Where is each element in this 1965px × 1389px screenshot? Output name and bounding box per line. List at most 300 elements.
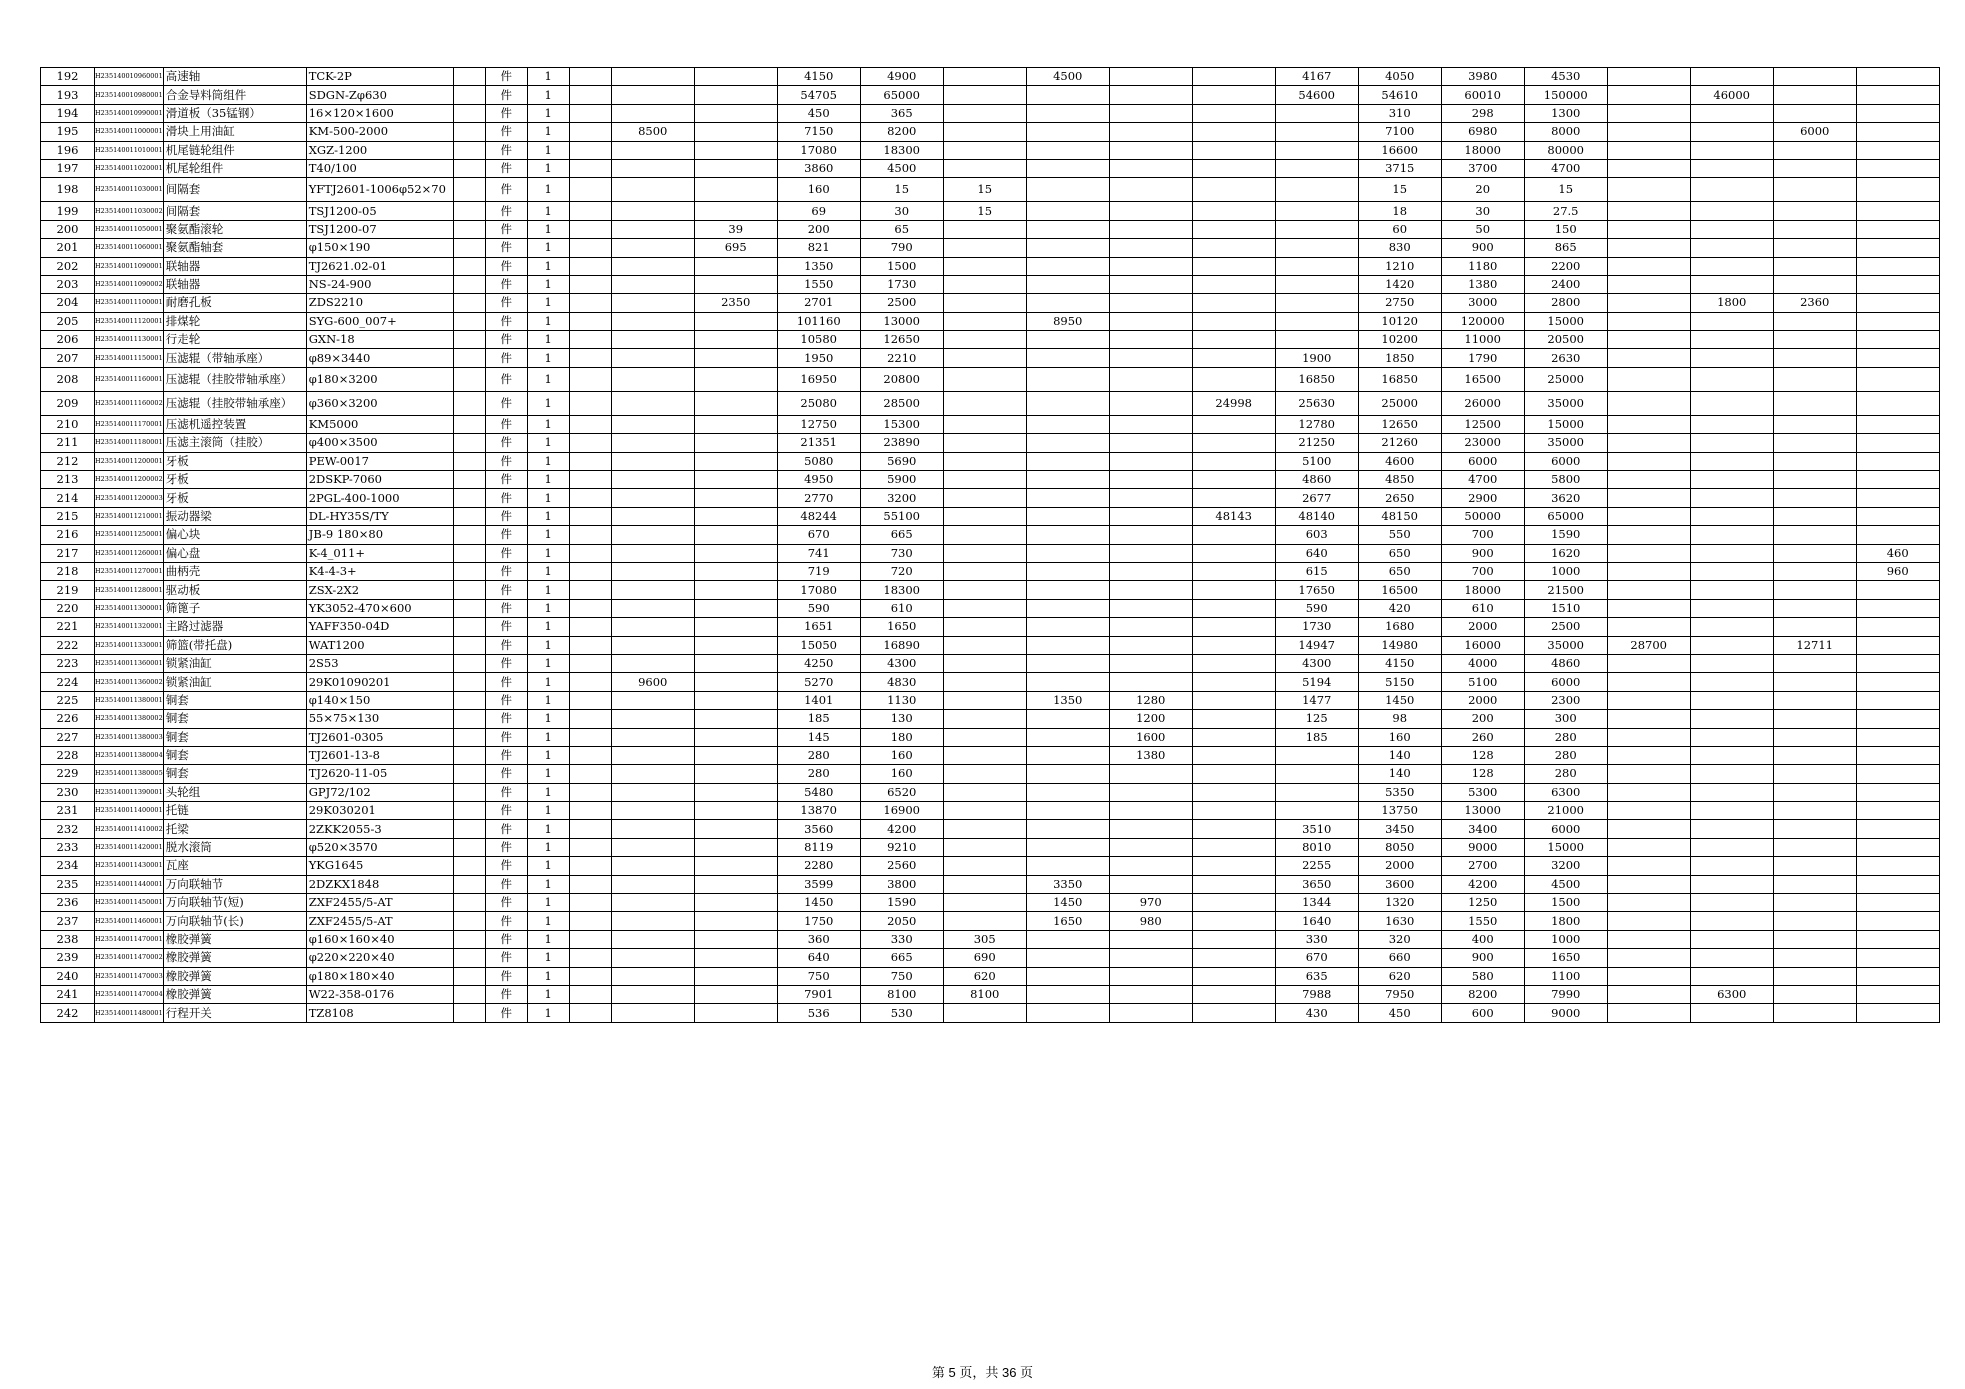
price-cell: 65000 bbox=[860, 86, 943, 104]
row-number-cell: 214 bbox=[41, 489, 95, 507]
price-cell: 600 bbox=[1441, 1004, 1524, 1022]
item-code-cell: H235140011030001 bbox=[95, 178, 164, 202]
price-cell bbox=[1856, 820, 1939, 838]
price-cell bbox=[1773, 783, 1856, 801]
quantity-cell: 1 bbox=[527, 802, 569, 820]
price-cell bbox=[694, 618, 777, 636]
item-spec-cell: 2DZKX1848 bbox=[306, 875, 453, 893]
table-row bbox=[41, 838, 1940, 856]
price-cell bbox=[611, 838, 694, 856]
price-cell: 1350 bbox=[777, 257, 860, 275]
price-cell: 1500 bbox=[860, 257, 943, 275]
price-cell: 2255 bbox=[1275, 857, 1358, 875]
price-cell bbox=[1773, 275, 1856, 293]
price-cell bbox=[694, 673, 777, 691]
price-cell bbox=[1275, 765, 1358, 783]
price-cell bbox=[1607, 86, 1690, 104]
unit-cell: 件 bbox=[485, 544, 527, 562]
price-cell: 17650 bbox=[1275, 581, 1358, 599]
item-spec-cell: TCK-2P bbox=[306, 68, 453, 86]
price-cell: 21500 bbox=[1524, 581, 1607, 599]
unit-cell: 件 bbox=[485, 581, 527, 599]
price-cell bbox=[1109, 178, 1192, 202]
price-cell: 3599 bbox=[777, 875, 860, 893]
table-row bbox=[41, 673, 1940, 691]
item-spec-cell: SYG-600_007+ bbox=[306, 312, 453, 330]
price-cell bbox=[694, 949, 777, 967]
table-row bbox=[41, 802, 1940, 820]
quantity-cell: 1 bbox=[527, 349, 569, 367]
price-cell bbox=[694, 178, 777, 202]
price-cell bbox=[1192, 544, 1275, 562]
price-cell: 3350 bbox=[1026, 875, 1109, 893]
item-name-cell: 聚氨酯轴套 bbox=[163, 239, 306, 257]
item-code-cell: H235140011410002 bbox=[95, 820, 164, 838]
price-cell: 330 bbox=[860, 930, 943, 948]
price-cell bbox=[611, 239, 694, 257]
price-cell bbox=[1690, 434, 1773, 452]
price-cell bbox=[1109, 68, 1192, 86]
price-cell bbox=[1773, 746, 1856, 764]
price-cell: 1000 bbox=[1524, 562, 1607, 580]
quantity-cell: 1 bbox=[527, 507, 569, 525]
price-cell bbox=[1192, 857, 1275, 875]
price-cell bbox=[611, 654, 694, 672]
price-cell: 48143 bbox=[1192, 507, 1275, 525]
price-cell: 4500 bbox=[1524, 875, 1607, 893]
price-cell bbox=[611, 802, 694, 820]
price-cell bbox=[611, 275, 694, 293]
price-cell bbox=[1607, 949, 1690, 967]
quantity-cell: 1 bbox=[527, 202, 569, 220]
table-row bbox=[41, 581, 1940, 599]
price-cell: 900 bbox=[1441, 239, 1524, 257]
quantity-cell: 1 bbox=[527, 581, 569, 599]
price-cell: 3800 bbox=[860, 875, 943, 893]
price-cell bbox=[1773, 471, 1856, 489]
price-cell bbox=[569, 68, 611, 86]
table-cell bbox=[453, 875, 485, 893]
unit-cell: 件 bbox=[485, 1004, 527, 1022]
row-number-cell: 207 bbox=[41, 349, 95, 367]
price-cell bbox=[1856, 178, 1939, 202]
row-number-cell: 236 bbox=[41, 894, 95, 912]
price-cell bbox=[1856, 294, 1939, 312]
item-spec-cell: ZDS2210 bbox=[306, 294, 453, 312]
item-spec-cell: TZ8108 bbox=[306, 1004, 453, 1022]
price-cell: 5900 bbox=[860, 471, 943, 489]
price-cell bbox=[943, 581, 1026, 599]
item-name-cell: 锁紧油缸 bbox=[163, 654, 306, 672]
price-cell bbox=[1109, 312, 1192, 330]
price-cell: 15000 bbox=[1524, 838, 1607, 856]
price-cell bbox=[1690, 949, 1773, 967]
price-cell bbox=[1026, 673, 1109, 691]
row-number-cell: 229 bbox=[41, 765, 95, 783]
price-cell: 1280 bbox=[1109, 691, 1192, 709]
price-cell bbox=[1690, 141, 1773, 159]
unit-cell: 件 bbox=[485, 452, 527, 470]
price-cell bbox=[943, 857, 1026, 875]
item-code-cell: H235140011160002 bbox=[95, 391, 164, 415]
table-row bbox=[41, 691, 1940, 709]
price-cell bbox=[1109, 257, 1192, 275]
table-cell bbox=[453, 857, 485, 875]
price-cell bbox=[611, 68, 694, 86]
price-cell: 2210 bbox=[860, 349, 943, 367]
item-spec-cell: JB-9 180×80 bbox=[306, 526, 453, 544]
price-cell: 4850 bbox=[1358, 471, 1441, 489]
item-code-cell: H235140011260001 bbox=[95, 544, 164, 562]
price-cell: 150 bbox=[1524, 220, 1607, 238]
price-cell bbox=[1773, 452, 1856, 470]
table-cell bbox=[453, 434, 485, 452]
price-cell bbox=[1192, 691, 1275, 709]
table-cell bbox=[453, 367, 485, 391]
price-cell bbox=[611, 507, 694, 525]
price-cell bbox=[943, 294, 1026, 312]
price-cell bbox=[1109, 391, 1192, 415]
price-cell bbox=[1026, 544, 1109, 562]
price-cell bbox=[569, 294, 611, 312]
price-cell bbox=[1192, 581, 1275, 599]
price-cell bbox=[611, 349, 694, 367]
price-cell: 5300 bbox=[1441, 783, 1524, 801]
price-cell bbox=[611, 159, 694, 177]
price-cell: 8200 bbox=[1441, 985, 1524, 1003]
quantity-cell: 1 bbox=[527, 239, 569, 257]
item-code-cell: H235140011460001 bbox=[95, 912, 164, 930]
price-cell: 1450 bbox=[1358, 691, 1441, 709]
price-cell bbox=[943, 415, 1026, 433]
price-cell: 4500 bbox=[1026, 68, 1109, 86]
price-cell bbox=[943, 544, 1026, 562]
price-cell bbox=[1773, 202, 1856, 220]
item-code-cell: H235140011420001 bbox=[95, 838, 164, 856]
item-name-cell: 头轮组 bbox=[163, 783, 306, 801]
item-spec-cell: 2PGL-400-1000 bbox=[306, 489, 453, 507]
table-cell bbox=[453, 562, 485, 580]
price-cell: 590 bbox=[1275, 599, 1358, 617]
price-cell bbox=[569, 746, 611, 764]
price-cell bbox=[943, 1004, 1026, 1022]
price-cell: 3980 bbox=[1441, 68, 1524, 86]
price-cell: 2050 bbox=[860, 912, 943, 930]
table-cell bbox=[453, 257, 485, 275]
price-cell bbox=[1192, 654, 1275, 672]
price-cell bbox=[569, 691, 611, 709]
price-cell bbox=[1856, 875, 1939, 893]
price-cell: 530 bbox=[860, 1004, 943, 1022]
price-cell: 2800 bbox=[1524, 294, 1607, 312]
price-cell bbox=[1856, 367, 1939, 391]
row-number-cell: 197 bbox=[41, 159, 95, 177]
table-cell bbox=[453, 783, 485, 801]
price-cell: 610 bbox=[1441, 599, 1524, 617]
price-cell bbox=[943, 489, 1026, 507]
price-cell bbox=[611, 912, 694, 930]
unit-cell: 件 bbox=[485, 220, 527, 238]
price-cell: 27.5 bbox=[1524, 202, 1607, 220]
price-cell: 15 bbox=[943, 178, 1026, 202]
unit-cell: 件 bbox=[485, 489, 527, 507]
item-spec-cell: XGZ-1200 bbox=[306, 141, 453, 159]
price-cell: 900 bbox=[1441, 949, 1524, 967]
price-cell: 450 bbox=[1358, 1004, 1441, 1022]
price-cell: 635 bbox=[1275, 967, 1358, 985]
item-name-cell: 橡胶弹簧 bbox=[163, 985, 306, 1003]
price-cell: 21000 bbox=[1524, 802, 1607, 820]
price-cell: 18000 bbox=[1441, 581, 1524, 599]
unit-cell: 件 bbox=[485, 68, 527, 86]
unit-cell: 件 bbox=[485, 471, 527, 489]
price-cell bbox=[1773, 673, 1856, 691]
unit-cell: 件 bbox=[485, 104, 527, 122]
price-cell: 1950 bbox=[777, 349, 860, 367]
price-cell bbox=[1192, 141, 1275, 159]
table-cell bbox=[453, 415, 485, 433]
price-cell bbox=[1856, 391, 1939, 415]
price-cell: 4600 bbox=[1358, 452, 1441, 470]
price-cell bbox=[943, 257, 1026, 275]
price-cell bbox=[611, 202, 694, 220]
price-cell bbox=[1026, 581, 1109, 599]
price-cell bbox=[1026, 489, 1109, 507]
price-cell bbox=[1690, 178, 1773, 202]
price-cell: 4200 bbox=[1441, 875, 1524, 893]
item-spec-cell: ZXF2455/5-AT bbox=[306, 894, 453, 912]
quantity-cell: 1 bbox=[527, 452, 569, 470]
price-cell bbox=[569, 912, 611, 930]
table-cell bbox=[453, 894, 485, 912]
price-cell: 830 bbox=[1358, 239, 1441, 257]
price-cell: 6000 bbox=[1524, 452, 1607, 470]
item-spec-cell: K4-4-3+ bbox=[306, 562, 453, 580]
unit-cell: 件 bbox=[485, 636, 527, 654]
price-cell bbox=[1773, 967, 1856, 985]
row-number-cell: 230 bbox=[41, 783, 95, 801]
unit-cell: 件 bbox=[485, 838, 527, 856]
price-cell bbox=[569, 257, 611, 275]
item-code-cell: H235140011470002 bbox=[95, 949, 164, 967]
price-cell bbox=[1607, 857, 1690, 875]
table-row bbox=[41, 654, 1940, 672]
unit-cell: 件 bbox=[485, 820, 527, 838]
price-cell: 1250 bbox=[1441, 894, 1524, 912]
row-number-cell: 206 bbox=[41, 331, 95, 349]
price-cell bbox=[1026, 802, 1109, 820]
item-code-cell: H235140011440001 bbox=[95, 875, 164, 893]
price-cell: 3700 bbox=[1441, 159, 1524, 177]
price-cell bbox=[1026, 141, 1109, 159]
price-cell bbox=[569, 544, 611, 562]
price-cell: 695 bbox=[694, 239, 777, 257]
table-row bbox=[41, 636, 1940, 654]
unit-cell: 件 bbox=[485, 728, 527, 746]
item-name-cell: 压滤辊（挂胶带轴承座） bbox=[163, 391, 306, 415]
price-cell bbox=[1109, 930, 1192, 948]
price-cell bbox=[694, 930, 777, 948]
item-code-cell: H235140011380002 bbox=[95, 710, 164, 728]
price-cell bbox=[1109, 985, 1192, 1003]
price-cell bbox=[1856, 507, 1939, 525]
price-cell bbox=[943, 434, 1026, 452]
price-cell: 3200 bbox=[860, 489, 943, 507]
price-cell bbox=[694, 967, 777, 985]
table-cell bbox=[453, 820, 485, 838]
row-number-cell: 198 bbox=[41, 178, 95, 202]
price-cell bbox=[694, 875, 777, 893]
table-cell bbox=[453, 581, 485, 599]
price-cell: 7150 bbox=[777, 123, 860, 141]
quantity-cell: 1 bbox=[527, 367, 569, 391]
item-code-cell: H235140011200001 bbox=[95, 452, 164, 470]
price-cell bbox=[1690, 123, 1773, 141]
table-row bbox=[41, 544, 1940, 562]
item-name-cell: 曲柄壳 bbox=[163, 562, 306, 580]
unit-cell: 件 bbox=[485, 239, 527, 257]
price-cell: 17080 bbox=[777, 141, 860, 159]
row-number-cell: 219 bbox=[41, 581, 95, 599]
price-cell: 20500 bbox=[1524, 331, 1607, 349]
price-cell: 5350 bbox=[1358, 783, 1441, 801]
item-code-cell: H235140010960001 bbox=[95, 68, 164, 86]
price-cell bbox=[1690, 104, 1773, 122]
price-cell bbox=[1773, 820, 1856, 838]
unit-cell: 件 bbox=[485, 562, 527, 580]
price-cell bbox=[1109, 581, 1192, 599]
price-cell: 6300 bbox=[1524, 783, 1607, 801]
price-cell bbox=[611, 857, 694, 875]
table-cell bbox=[453, 1004, 485, 1022]
price-cell bbox=[1026, 257, 1109, 275]
item-code-cell: H235140011300001 bbox=[95, 599, 164, 617]
price-cell bbox=[611, 765, 694, 783]
price-cell: 1200 bbox=[1109, 710, 1192, 728]
price-cell bbox=[611, 728, 694, 746]
price-cell: 18000 bbox=[1441, 141, 1524, 159]
price-cell bbox=[1607, 434, 1690, 452]
table-row bbox=[41, 202, 1940, 220]
item-spec-cell: TJ2601-13-8 bbox=[306, 746, 453, 764]
price-cell bbox=[569, 104, 611, 122]
table-row bbox=[41, 220, 1940, 238]
price-cell bbox=[569, 275, 611, 293]
price-cell: 1344 bbox=[1275, 894, 1358, 912]
price-cell bbox=[943, 802, 1026, 820]
price-cell bbox=[1856, 930, 1939, 948]
price-cell bbox=[1856, 912, 1939, 930]
price-cell bbox=[1275, 239, 1358, 257]
price-cell: 2000 bbox=[1441, 618, 1524, 636]
price-cell bbox=[1690, 857, 1773, 875]
table-cell bbox=[453, 349, 485, 367]
item-spec-cell: YFTJ2601-1006φ52×70 bbox=[306, 178, 453, 202]
price-cell bbox=[1192, 489, 1275, 507]
unit-cell: 件 bbox=[485, 312, 527, 330]
price-cell bbox=[611, 691, 694, 709]
price-cell: 8100 bbox=[943, 985, 1026, 1003]
table-cell bbox=[453, 141, 485, 159]
quantity-cell: 1 bbox=[527, 562, 569, 580]
unit-cell: 件 bbox=[485, 985, 527, 1003]
table-row bbox=[41, 1004, 1940, 1022]
item-spec-cell: TJ2620-11-05 bbox=[306, 765, 453, 783]
price-cell: 280 bbox=[1524, 728, 1607, 746]
price-cell bbox=[1109, 857, 1192, 875]
item-spec-cell: NS-24-900 bbox=[306, 275, 453, 293]
quantity-cell: 1 bbox=[527, 894, 569, 912]
price-cell bbox=[611, 391, 694, 415]
row-number-cell: 203 bbox=[41, 275, 95, 293]
table-row bbox=[41, 526, 1940, 544]
price-cell bbox=[1607, 331, 1690, 349]
price-cell: 1800 bbox=[1690, 294, 1773, 312]
price-cell bbox=[1856, 654, 1939, 672]
row-number-cell: 200 bbox=[41, 220, 95, 238]
quantity-cell: 1 bbox=[527, 691, 569, 709]
price-cell bbox=[1026, 331, 1109, 349]
price-cell bbox=[569, 471, 611, 489]
table-row bbox=[41, 141, 1940, 159]
price-cell bbox=[1192, 294, 1275, 312]
price-cell bbox=[1026, 728, 1109, 746]
row-number-cell: 209 bbox=[41, 391, 95, 415]
price-cell bbox=[569, 599, 611, 617]
price-cell: 1600 bbox=[1109, 728, 1192, 746]
price-cell bbox=[611, 312, 694, 330]
price-cell: 65000 bbox=[1524, 507, 1607, 525]
price-cell bbox=[1026, 471, 1109, 489]
item-spec-cell: ZSX-2X2 bbox=[306, 581, 453, 599]
price-cell bbox=[1856, 275, 1939, 293]
price-cell bbox=[611, 985, 694, 1003]
item-name-cell: 聚氨酯滚轮 bbox=[163, 220, 306, 238]
price-cell: 35000 bbox=[1524, 636, 1607, 654]
price-cell bbox=[1109, 415, 1192, 433]
item-name-cell: 间隔套 bbox=[163, 178, 306, 202]
table-row bbox=[41, 912, 1940, 930]
price-cell bbox=[1690, 894, 1773, 912]
price-cell bbox=[1607, 294, 1690, 312]
price-cell bbox=[1192, 452, 1275, 470]
price-cell bbox=[569, 220, 611, 238]
price-cell bbox=[1856, 312, 1939, 330]
price-cell: 128 bbox=[1441, 746, 1524, 764]
price-cell bbox=[1607, 985, 1690, 1003]
price-cell: 300 bbox=[1524, 710, 1607, 728]
price-cell: 4000 bbox=[1441, 654, 1524, 672]
price-cell bbox=[1192, 728, 1275, 746]
quantity-cell: 1 bbox=[527, 728, 569, 746]
price-cell: 6000 bbox=[1773, 123, 1856, 141]
item-name-cell: 铜套 bbox=[163, 710, 306, 728]
table-row bbox=[41, 562, 1940, 580]
price-cell bbox=[1773, 581, 1856, 599]
price-cell bbox=[611, 875, 694, 893]
price-cell: 4150 bbox=[1358, 654, 1441, 672]
price-cell bbox=[694, 367, 777, 391]
price-cell bbox=[1192, 275, 1275, 293]
item-name-cell: 主路过滤器 bbox=[163, 618, 306, 636]
price-cell bbox=[1192, 415, 1275, 433]
item-name-cell: 瓦座 bbox=[163, 857, 306, 875]
price-cell bbox=[569, 857, 611, 875]
unit-cell: 件 bbox=[485, 526, 527, 544]
price-cell bbox=[1856, 452, 1939, 470]
table-row bbox=[41, 104, 1940, 122]
row-number-cell: 232 bbox=[41, 820, 95, 838]
